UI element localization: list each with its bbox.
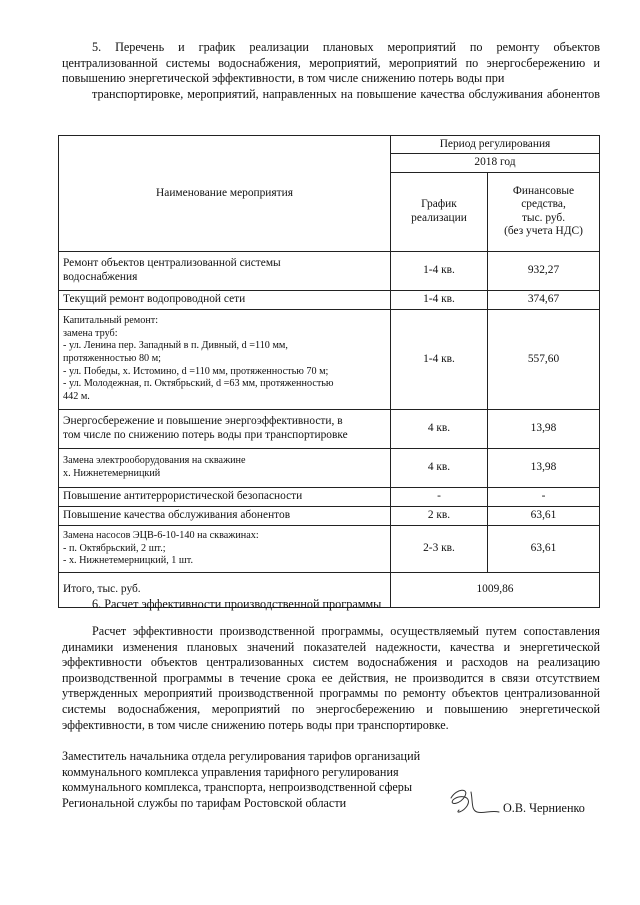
- measure-name-line: водоснабжения: [63, 270, 138, 283]
- header-finance-line: Финансовые: [512, 185, 575, 197]
- amount-cell: 932,27: [488, 251, 600, 290]
- measure-name-line: Замена насосов ЭЦВ-6-10-140 на скважинах:: [63, 529, 259, 541]
- handwritten-signature: [443, 784, 503, 820]
- measure-name-cell: [59, 506, 391, 525]
- schedule-cell: 4 кв.: [391, 409, 488, 448]
- measure-name-cell: [59, 409, 391, 448]
- amount-cell: -: [488, 487, 600, 506]
- table-row: [59, 448, 600, 487]
- measure-name-line: Капитальный ремонт:: [63, 315, 159, 327]
- table-row: [59, 251, 600, 290]
- measure-name-line: том числе по снижению потерь воды при транспортировке: [63, 428, 348, 441]
- header-finance-line: (без учета НДС): [504, 225, 583, 238]
- measure-name-line: Повышение качества обслуживания абонентов: [63, 509, 291, 522]
- schedule-cell: 1-4 кв.: [391, 251, 488, 290]
- schedule-cell: 1-4 кв.: [391, 309, 488, 409]
- table-row: [59, 290, 600, 309]
- header-finance-line: тыс. руб.: [521, 211, 566, 224]
- section-6-paragraph: Расчет эффективности производственной программы, осуществляемый путем сопоставления динамики изменения плановых значений показателей надежности, качества и энергетической эффективности объектов централизованных систем водоснабжения и расходов на реализацию производственной программы в течение срока ее действия, не производится в связи отсутствием утвержденных мероприятий производственной программы по ремонту объектов централизованной системы водоснабжения, мероприятий по энергосбережению и повышению энергетической эффективности, в том числе снижению потерь воды при транспортировке.: [62, 624, 600, 732]
- measure-name-line: Текущий ремонт водопроводной сети: [63, 293, 246, 306]
- measure-name-line: х. Нижнетемерницкий: [63, 467, 161, 479]
- table-header-row-1: [59, 136, 600, 154]
- measure-name-line: - п. Октябрьский, 2 шт.;: [63, 542, 166, 554]
- measures-table: [58, 135, 600, 608]
- measure-name-cell: [59, 251, 391, 290]
- schedule-cell: -: [391, 487, 488, 506]
- schedule-cell: 1-4 кв.: [391, 290, 488, 309]
- table-row: [59, 409, 600, 448]
- signature-position-line: коммунального комплекса, транспорта, непроизводственной сферы: [62, 780, 413, 795]
- schedule-cell: 2 кв.: [391, 506, 488, 525]
- measure-name-cell: [59, 525, 391, 572]
- measure-name-cell: [59, 309, 391, 409]
- measure-name-line: замена труб:: [63, 327, 118, 339]
- measure-name-line: протяженностью 80 м;: [63, 353, 161, 365]
- measure-name-line: Замена электрооборудования на скважине: [63, 455, 246, 467]
- signature-position-line: Региональной службы по тарифам Ростовской области: [62, 795, 347, 810]
- schedule-cell: 4 кв.: [391, 448, 488, 487]
- amount-cell: 13,98: [488, 448, 600, 487]
- schedule-cell: 2-3 кв.: [391, 525, 488, 572]
- table-row: [59, 309, 600, 409]
- signature-position: [62, 749, 462, 811]
- measure-name-cell: [59, 487, 391, 506]
- table-row: [59, 487, 600, 506]
- amount-cell: 63,61: [488, 506, 600, 525]
- amount-cell: 374,67: [488, 290, 600, 309]
- signature-position-line: коммунального комплекса управления тарифного регулирования: [62, 764, 399, 779]
- header-schedule-cell: График реализации: [391, 172, 488, 251]
- section-5-heading: 5. Перечень и график реализации плановых мероприятий по ремонту объектов централизованной системы водоснабжения, мероприятий, мероприятий по энергосбережению и повышению энергетической эффективности, в том числе снижению потерь воды при транспортировке, мероприятий, направленных на повышение качества обслуживания абонентов: [62, 40, 600, 101]
- header-year-cell: 2018 год: [391, 154, 600, 172]
- table-row: [59, 506, 600, 525]
- header-period-cell: Период регулирования: [391, 136, 600, 154]
- measure-name-line: - х. Нижнетемерницкий, 1 шт.: [63, 555, 194, 567]
- header-finance-cell: [488, 172, 600, 251]
- measure-name-line: 442 м.: [63, 390, 90, 402]
- total-amount-cell: 1009,86: [391, 572, 600, 607]
- measure-name-line: Ремонт объектов централизованной системы: [63, 257, 281, 270]
- measure-name-line: Энергосбережение и повышение энергоэффективности, в: [63, 415, 343, 428]
- signatory-name: О.В. Черниенко: [503, 801, 585, 815]
- amount-cell: 63,61: [488, 525, 600, 572]
- measure-name-cell: [59, 290, 391, 309]
- total-label-cell: Итого, тыс. руб.: [59, 572, 391, 607]
- measure-name-cell: [59, 448, 391, 487]
- measure-name-line: - ул. Молодежная, п. Октябрьский, d =63 мм, протяженностью: [63, 378, 334, 390]
- header-finance-line: средства,: [521, 198, 566, 211]
- measure-name-line: - ул. Ленина пер. Западный в п. Дивный, d =110 мм,: [63, 340, 288, 352]
- header-name-cell: Наименование мероприятия: [59, 136, 391, 252]
- measure-name-line: - ул. Победы, х. Истомино, d =110 мм, протяженностью 70 м;: [63, 365, 329, 377]
- amount-cell: 13,98: [488, 409, 600, 448]
- signature-position-line: Заместитель начальника отдела регулирования тарифов организаций: [62, 749, 421, 763]
- amount-cell: 557,60: [488, 309, 600, 409]
- table-row: [59, 525, 600, 572]
- section-5-heading-last-line: транспортировке, мероприятий, направленных на повышение качества обслуживания абонентов: [92, 86, 600, 101]
- section-6-heading: 6. Расчет эффективности производственной программы: [92, 597, 382, 611]
- measure-name-line: Повышение антитеррористической безопасности: [63, 490, 303, 503]
